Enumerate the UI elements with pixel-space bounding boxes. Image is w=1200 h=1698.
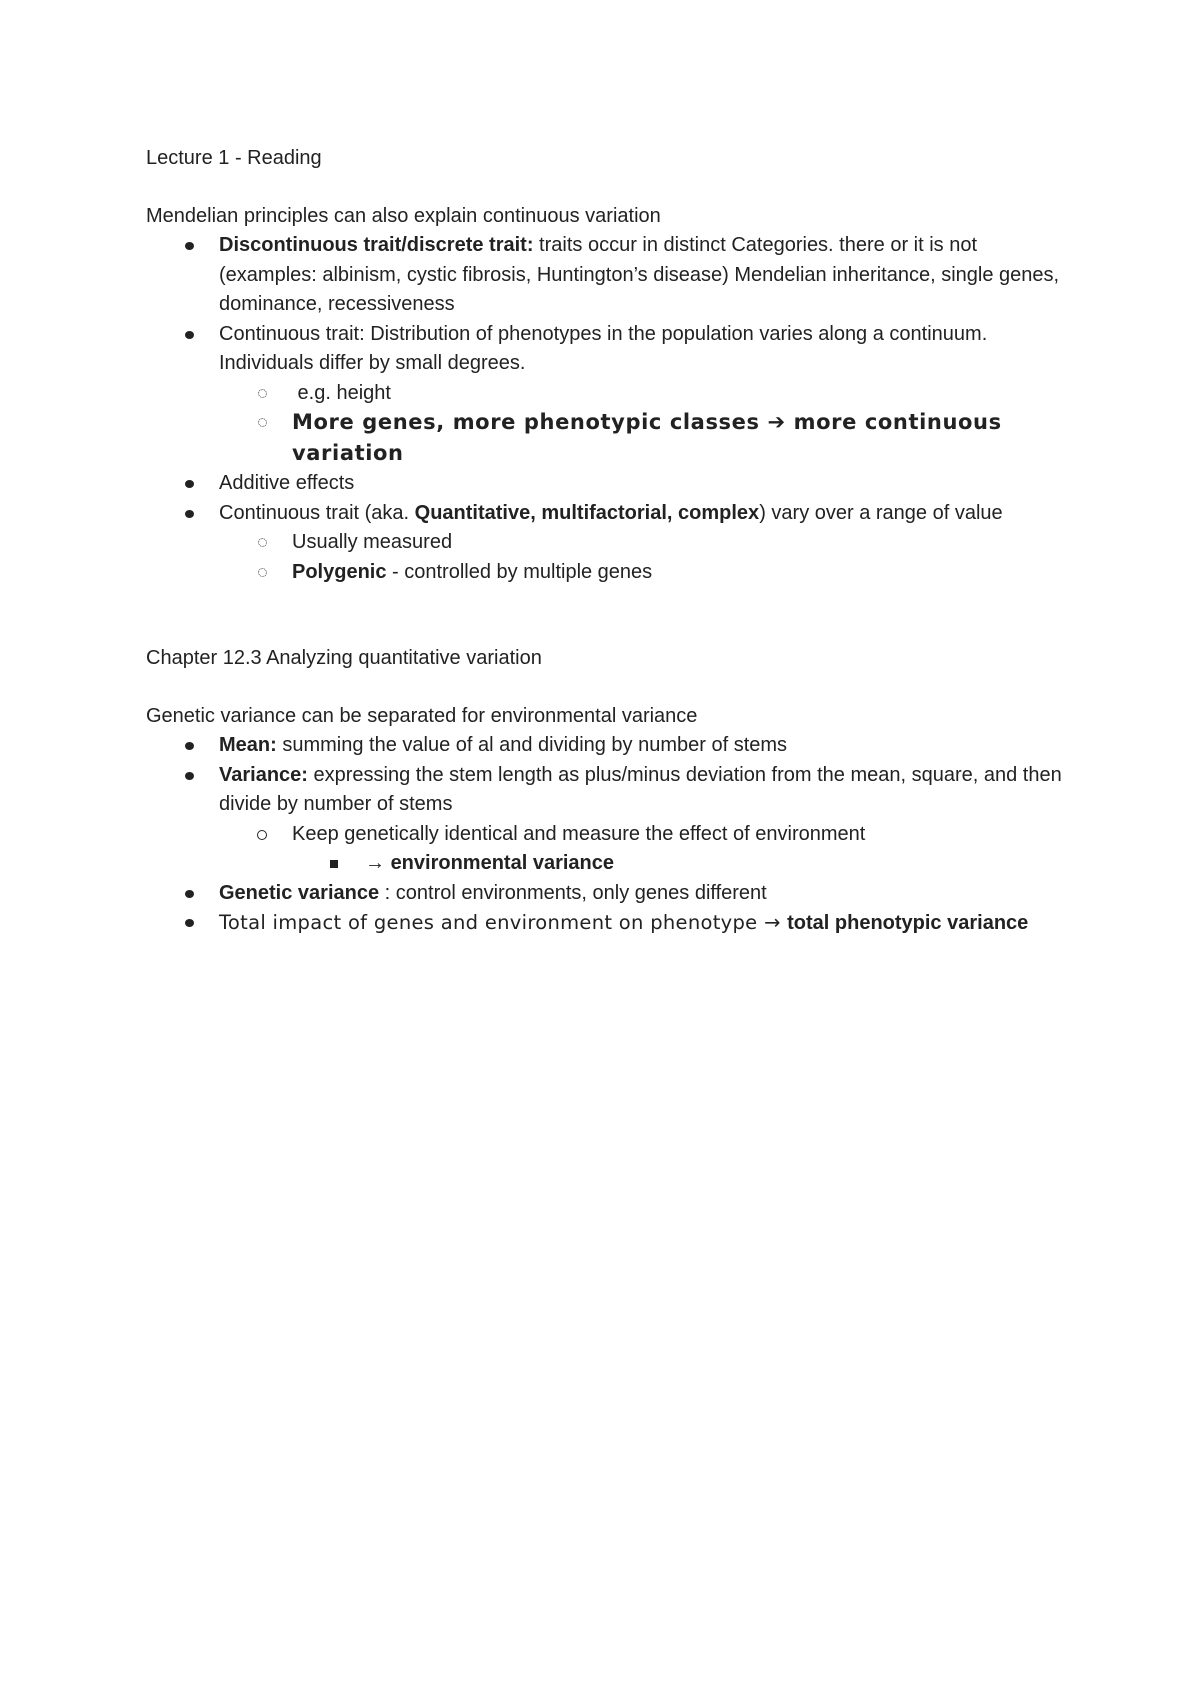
term-variance: Variance: [219, 763, 308, 786]
list-item [146, 761, 1066, 820]
arrow-glyph: → [365, 852, 391, 874]
list-subitem [146, 528, 1066, 558]
subitem-text: Usually measured [292, 531, 453, 553]
list-item [146, 231, 1066, 320]
term-total-phenotypic-variance: total phenotypic variance [787, 912, 1029, 934]
term-genetic-variance: Genetic variance [219, 881, 380, 904]
bullet-dotted-circle-icon [258, 418, 267, 427]
bullet-dotted-circle-icon [258, 538, 267, 547]
chapter-title: Chapter 12.3 Analyzing quantitative variation [146, 647, 542, 669]
term-quantitative: Quantitative, multifactorial, complex [414, 501, 760, 524]
subitem-text: - controlled by multiple genes [386, 560, 653, 583]
item-text-pre: Continuous trait (aka. [219, 501, 415, 524]
chapter-intro: Genetic variance can be separated for environmental variance [146, 704, 698, 727]
bullet-disc-icon [185, 919, 194, 927]
lecture-intro: Mendelian principles can also explain continuous variation [146, 204, 661, 227]
bullet-disc-icon [185, 890, 194, 898]
list-subitem [146, 379, 1066, 409]
bullet-circle-icon [257, 830, 267, 840]
bullet-disc-icon [185, 742, 194, 750]
bullet-disc-icon [185, 331, 194, 339]
bullet-disc-icon [185, 772, 194, 780]
item-text-post: ) vary over a range of value [759, 501, 1003, 524]
document-page [146, 144, 1066, 939]
list-item [146, 731, 1066, 761]
term-polygenic: Polygenic [292, 560, 387, 583]
item-text: traits occur in distinct Categories. there or it is not (examples: albinism, cystic fibrosis, Huntington’s disease) Mendelian inheritance, single genes, dominance, recessiveness [219, 234, 1060, 315]
chapter-list [146, 731, 1066, 939]
list-item [146, 320, 1066, 379]
lecture-list [146, 231, 1066, 587]
bullet-dotted-circle-icon [258, 389, 267, 398]
term-discontinuous: Discontinuous trait/discrete trait: [219, 234, 534, 256]
term-mean: Mean: [219, 734, 277, 756]
item-text: Continuous trait: Distribution of phenotypes in the population varies along a continuum. Individuals differ by small degrees. [219, 322, 988, 374]
bullet-disc-icon [185, 480, 194, 488]
subitem-text-emphasis: More genes, more phenotypic classes ➔ more continuous variation [292, 410, 1002, 465]
bullet-dotted-circle-icon [258, 568, 267, 577]
list-subitem [146, 558, 1066, 588]
lecture-title: Lecture 1 - Reading [146, 147, 322, 169]
list-item [146, 469, 1066, 499]
list-subitem [146, 408, 1066, 469]
bullet-disc-icon [185, 242, 194, 250]
list-item [146, 499, 1066, 529]
list-item [146, 908, 1066, 939]
term-environmental-variance: environmental variance [390, 852, 614, 874]
list-subsubitem [146, 849, 1066, 879]
item-text: Total impact of genes and environment on phenotype → [219, 911, 788, 934]
list-subitem [146, 820, 1066, 850]
bullet-disc-icon [185, 510, 194, 518]
subitem-text: Keep genetically identical and measure the effect of environment [292, 822, 866, 845]
item-text: Additive effects [219, 472, 355, 494]
item-text: : control environments, only genes different [379, 881, 767, 904]
item-text: expressing the stem length as plus/minus deviation from the mean, square, and then divide by number of stems [219, 763, 1062, 815]
item-text: summing the value of al and dividing by number of stems [276, 734, 788, 756]
subitem-text: e.g. height [292, 381, 391, 404]
list-item [146, 879, 1066, 909]
bullet-square-icon [330, 860, 338, 868]
